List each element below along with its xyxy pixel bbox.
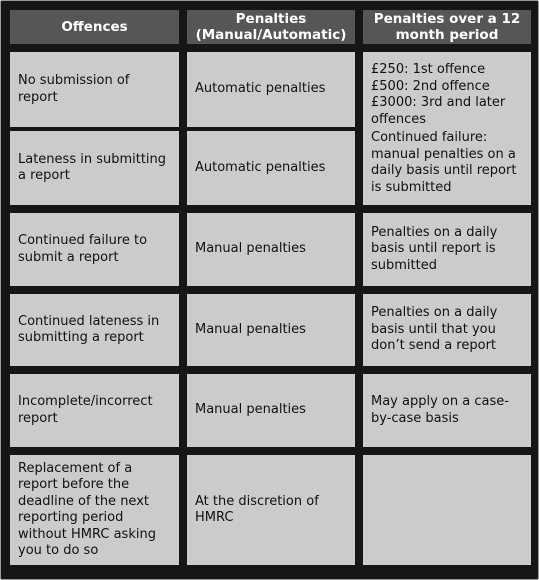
table-row-1-type (187, 52, 355, 127)
table-row-5-type (187, 374, 355, 447)
penalty-type-text: Manual penalties (195, 402, 306, 418)
period-merged-cell (363, 52, 531, 205)
penalty-period-text: May apply on a case-by-case basis (371, 394, 509, 426)
table-row-6-period (363, 455, 531, 565)
table-row-1-offence (10, 52, 179, 127)
penalty-type-text: Automatic penalties (195, 81, 326, 97)
penalty-period-text: Penalties on a daily basis until that you don’t send a report (371, 305, 498, 354)
offence-text: Continued lateness in submitting a report (18, 313, 160, 345)
table-row-5-offence (10, 374, 179, 447)
period-line-2: £500: 2nd offence (371, 78, 490, 94)
offence-text: Lateness in submitting a report (18, 151, 167, 183)
offence-text: No submission of report (18, 73, 130, 105)
header-offences-label: Offences (61, 19, 128, 35)
table-row-4-offence (10, 294, 179, 366)
table-row-3-offence (10, 213, 179, 286)
penalty-type-text: Manual penalties (195, 241, 306, 257)
penalty-type-text: Manual penalties (195, 321, 306, 337)
table-row-4-type (187, 294, 355, 366)
period-line-4: Continued failure: manual penalties on a daily basis until report is submitted (371, 130, 517, 195)
table-row-2-type (187, 131, 355, 205)
header-penalty-type (187, 10, 355, 44)
period-line-1: £250: 1st offence (371, 62, 486, 77)
header-penalty-type-label: Penalties (Manual/Automatic) (195, 11, 347, 43)
table-row-3-period (363, 213, 531, 286)
period-line-3: £3000: 3rd and later offences (371, 95, 506, 127)
table-row-3-type (187, 213, 355, 286)
penalty-type-text: At the discretion of HMRC (195, 493, 319, 525)
header-penalty-period-label: Penalties over a 12 month period (373, 11, 521, 43)
offence-text: Continued failure to submit a report (18, 233, 148, 265)
table-row-2-offence (10, 131, 179, 205)
offence-text: Incomplete/incorrect report (18, 394, 153, 426)
table-row-5-period (363, 374, 531, 447)
header-offences (10, 10, 179, 44)
table-row-4-period (363, 294, 531, 366)
penalty-period-text: Penalties on a daily basis until report is submitted (371, 224, 498, 273)
offence-text: Replacement of a report before the deadline of the next reporting period without HMRC asking you to do so (18, 460, 156, 558)
table-row-6-offence (10, 455, 179, 565)
header-penalty-period (363, 10, 531, 44)
penalty-type-text: Automatic penalties (195, 159, 326, 175)
table-row-6-type (187, 455, 355, 565)
